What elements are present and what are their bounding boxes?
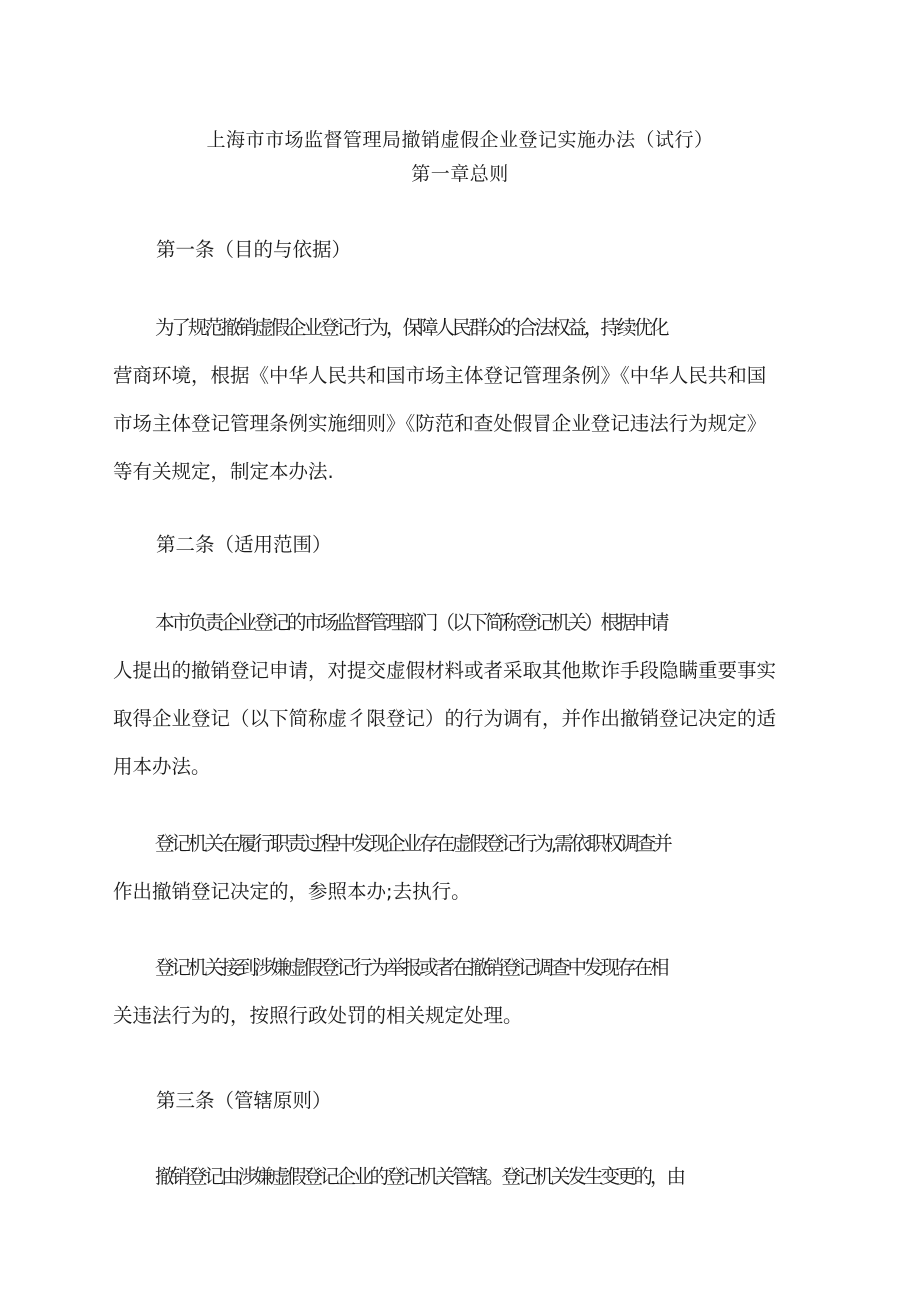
paragraph-line: 用本办法。 xyxy=(113,755,211,778)
article-1-paragraph xyxy=(113,304,803,496)
paragraph-line: 人提出的撤销登记申请，对提交虚假材料或者采取其他欺诈手段隐瞒重要事实 xyxy=(113,659,777,682)
chapter-title: 第一章总则 xyxy=(411,163,509,185)
article-2-paragraph-3 xyxy=(113,944,803,1040)
paragraph-line: 本市负责企业登记的市场监督管理部门（以下简称登记机关）根据申请 xyxy=(155,611,667,634)
paragraph-line: 为了规范撤销虚假企业登记行为，保障人民群众的合法权益，持续优化 xyxy=(155,316,667,339)
paragraph-line: 撤销登记由涉嫌虚假登记企业的登记机关管辖。登记机关发生变更的，由 xyxy=(155,1165,684,1188)
paragraph-line: 关违法行为的，按照行政处罚的相关规定处理。 xyxy=(113,1004,523,1027)
paragraph-line: 作出撤销登记决定的，参照本办;去执行。 xyxy=(113,880,471,903)
article-2-heading: 第二条（适用范围） xyxy=(156,533,332,556)
article-1-heading: 第一条（目的与依据） xyxy=(156,238,352,261)
document-title: 上海市市场监督管理局撤销虚假企业登记实施办法（试行） xyxy=(206,129,714,151)
paragraph-line: 等有关规定，制定本办法. xyxy=(113,460,334,483)
article-2-paragraph-1 xyxy=(113,599,803,791)
paragraph-line: 取得企业登记（以下简称虚彳限登记）的行为调有，并作出撤销登记决定的适 xyxy=(113,707,777,730)
paragraph-line: 营商环境，根据《中华人民共和国市场主体登记管理条例》《中华人民共和国 xyxy=(113,364,767,387)
article-2-paragraph-2 xyxy=(113,820,803,916)
paragraph-line: 市场主体登记管理条例实施细则》《防范和查处假冒企业登记违法行为规定》 xyxy=(113,412,767,435)
paragraph-line: 登记机关接到涉嫌虚假登记行为举报或者在撤销登记调查中发现存在相 xyxy=(155,956,667,979)
paragraph-line: 登记机关在履行职责过程中发现企业存在虚假登记行为,需依职权调查并 xyxy=(155,832,670,855)
article-3-paragraph xyxy=(113,1153,803,1201)
article-3-heading: 第三条（管辖原则） xyxy=(156,1089,332,1112)
